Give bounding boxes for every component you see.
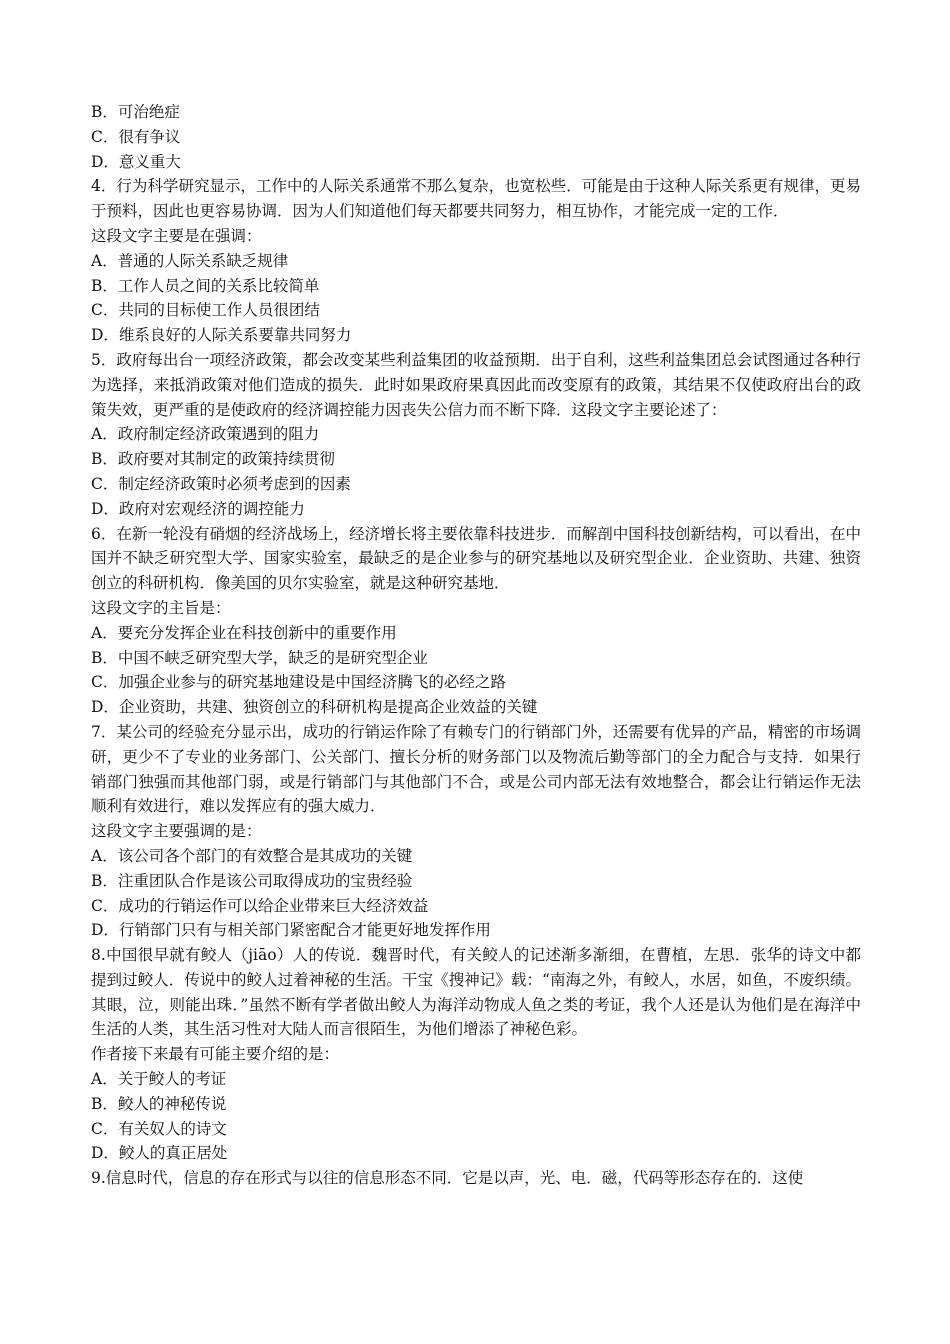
option-8c: C．有关奴人的诗文 (91, 1119, 227, 1138)
option-4a: A．普通的人际关系缺乏规律 (91, 251, 289, 270)
option-3b: B．可治绝症 (91, 103, 180, 121)
option-8b: B．鲛人的神秘传说 (91, 1094, 227, 1113)
option-5d: D．政府对宏观经济的调控能力 (91, 499, 305, 518)
question-8-prompt: 作者接下来最有可能主要介绍的是： (91, 1045, 340, 1064)
question-9-stem: 9.信息时代，信息的存在形式与以往的信息形态不同．它是以声，光、电．磁，代码等形态存在的．这使 (91, 1169, 804, 1188)
option-6d: D．企业资助，共建、独资创立的科研机构是提高企业效益的关键 (91, 698, 538, 717)
option-8a: A．关于鲛人的考证 (91, 1070, 227, 1089)
option-7b: B．注重团队合作是该公司取得成功的宝贵经验 (91, 871, 413, 890)
question-7-prompt: 这段文字主要强调的是： (91, 822, 262, 841)
question-6-stem: 6．在新一轮没有硝烟的经济战场上，经济增长将主要依靠科技进步．而解剖中国科技创新结构，可以看出，在中国并不缺乏研究型大学、国家实验室，最缺乏的是企业参与的研究基地以及研究型企业．企业资助、共建、独资创立的科研机构．像美国的贝尔实验室，就是这种研究基地． (91, 524, 861, 593)
option-4c: C．共同的目标使工作人员很团结 (91, 301, 320, 320)
option-7a: A．该公司各个部门的有效整合是其成功的关键 (91, 846, 413, 865)
option-3c: C．很有争议 (91, 127, 181, 146)
option-6c: C．加强企业参与的研究基地建设是中国经济腾飞的必经之路 (91, 673, 506, 692)
question-8-stem: 8.中国很早就有鲛人（jiāo）人的传说．魏晋时代，有关鲛人的记述渐多渐细，在曹植，左思．张华的诗文中都提到过鲛人．传说中的鲛人过着神秘的生活。干宝《搜神记》载：“南海之外，有鲛人，水居，如鱼，不废织绩。其眼，泣，则能出珠．”虽然不断有学者做出鲛人为海洋动物成人鱼之类的考证，我个人还是认为他们是在海洋中生活的人类，其生活习性对大陆人而言很陌生，为他们增添了神秘色彩。 (91, 946, 861, 1039)
option-6a: A．要充分发挥企业在科技创新中的重要作用 (91, 623, 397, 642)
option-7d: D．行销部门只有与相关部门紧密配合才能更好地发挥作用 (91, 921, 491, 940)
question-6-prompt: 这段文字的主旨是： (91, 598, 231, 617)
question-4-prompt: 这段文字主要是在强调： (91, 226, 262, 245)
option-5b: B．政府要对其制定的政策持续贯彻 (91, 450, 335, 469)
option-5c: C．制定经济政策时必须考虑到的因素 (91, 474, 351, 493)
option-7c: C．成功的行销运作可以给企业带来巨大经济效益 (91, 896, 429, 915)
option-6b: B．中国不峡乏研究型大学，缺乏的是研究型企业 (91, 648, 428, 667)
document-page (91, 100, 861, 1191)
option-4d: D．维系良好的人际关系要靠共同努力 (91, 326, 352, 345)
question-4-stem: 4．行为科学研究显示，工作中的人际关系通常不那么复杂，也宽松些．可能是由于这种人际关系更有规律，更易于预料，因此也更容易协调．因为人们知道他们每天都要共同努力，相互协作，才能完成一定的工作． (91, 177, 861, 221)
question-7-stem: 7．某公司的经验充分显示出，成功的行销运作除了有赖专门的行销部门外，还需要有优异的产品，精密的市场调研，更少不了专业的业务部门、公关部门、擅长分析的财务部门以及物流后勤等部门的全力配合与支持．如果行销部门独强而其他部门弱，或是行销部门与其他部门不合，或是公司内部无法有效地整合，都会让行销运作无法顺利有效进行，难以发挥应有的强大威力． (91, 722, 861, 816)
option-8d: D．鲛人的真正居处 (91, 1144, 228, 1163)
question-5-stem: 5．政府每出台一项经济政策，都会改变某些利益集团的收益预期．出于自利，这些利益集团总会试图通过各种行为选择，来抵消政策对他们造成的损失．此时如果政府果真因此而改变原有的政策，其结果不仅使政府出台的政策失效，更严重的是使政府的经济调控能力因丧失公信力而不断下降．这段文字主要论述了： (91, 350, 861, 419)
option-4b: B．工作人员之间的关系比较简单 (91, 276, 320, 295)
option-3d: D．意义重大 (91, 152, 181, 171)
option-5a: A．政府制定经济政策遇到的阻力 (91, 425, 320, 444)
